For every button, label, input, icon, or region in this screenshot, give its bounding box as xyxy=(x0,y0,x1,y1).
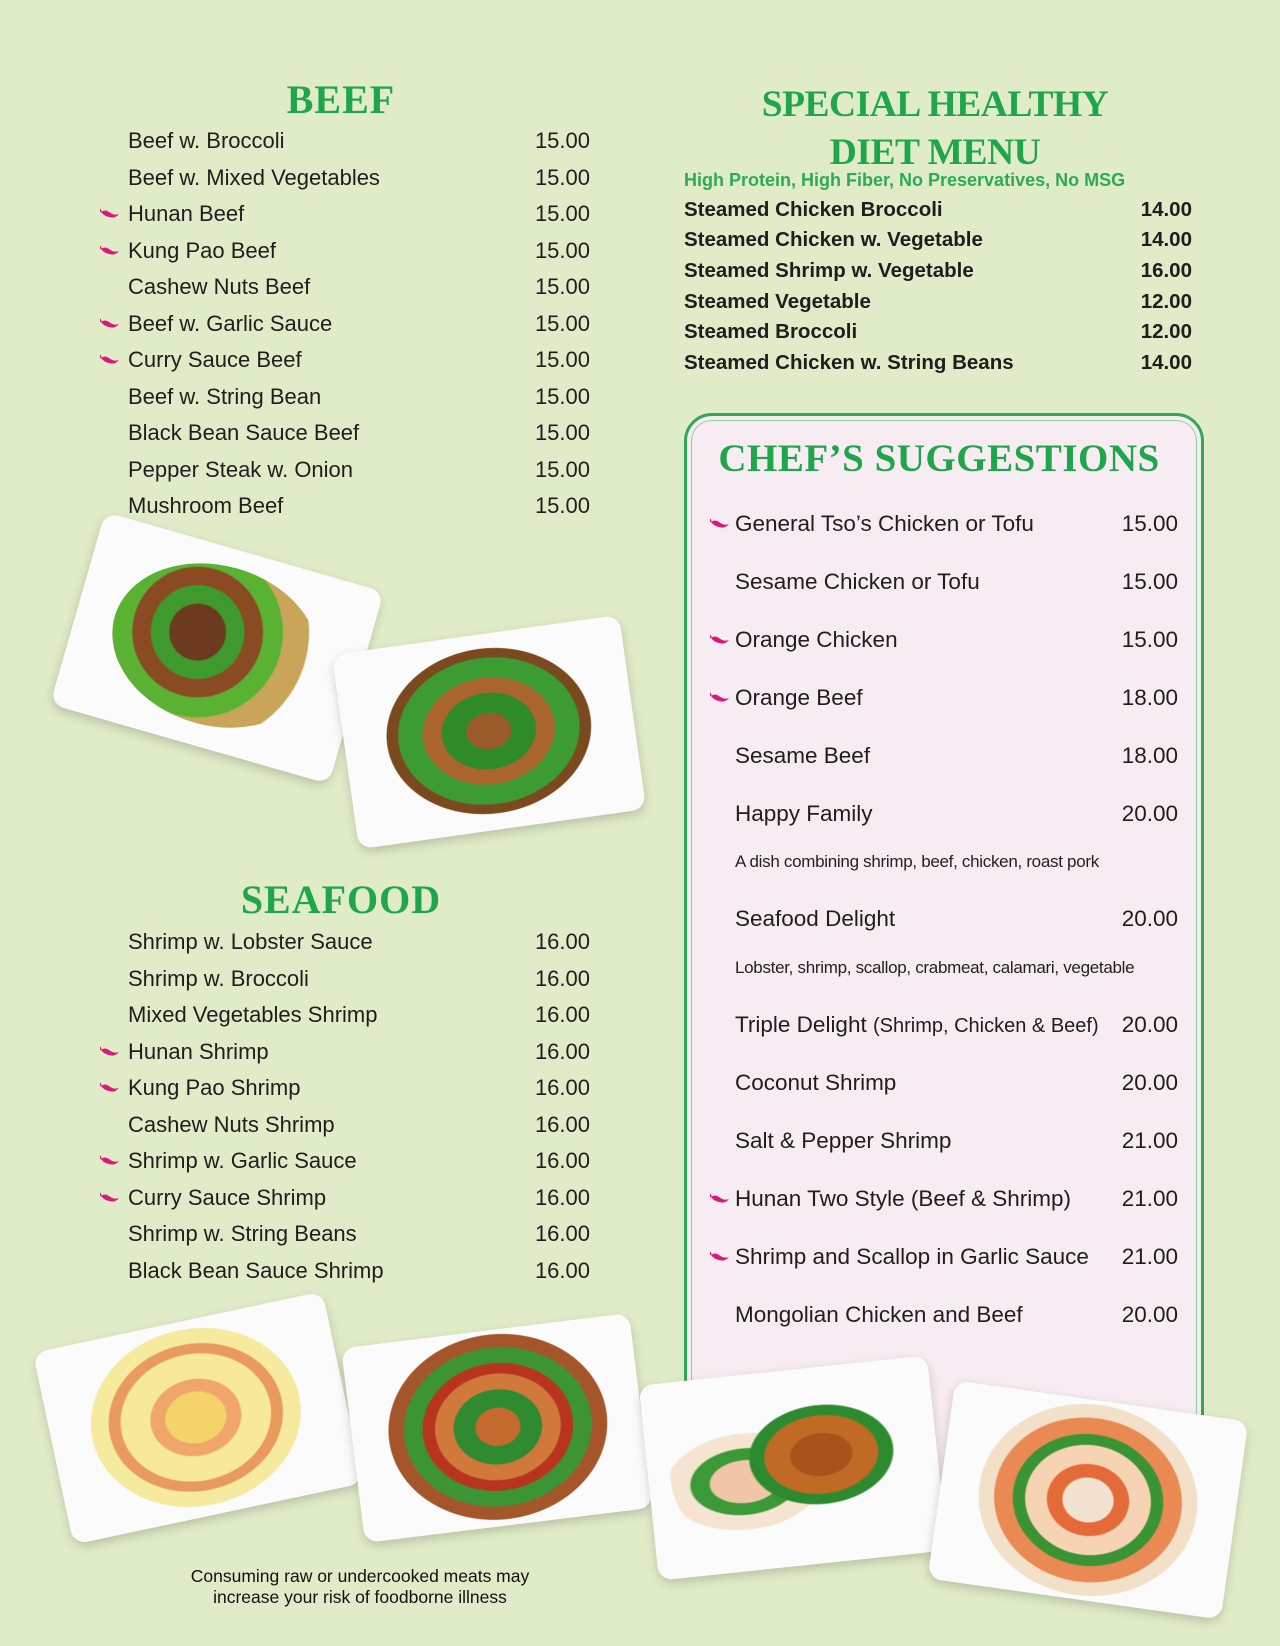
item-name: Black Bean Sauce Shrimp xyxy=(128,1257,384,1283)
item-name: Hunan Two Style (Beef & Shrimp) xyxy=(735,1186,1071,1211)
item-name: Steamed Shrimp w. Vegetable xyxy=(684,259,974,282)
food-image xyxy=(661,1360,926,1575)
healthy-title-line-1: SPECIAL HEALTHY xyxy=(761,84,1109,125)
chef-item xyxy=(700,736,1180,776)
item-name: Orange Beef xyxy=(735,685,863,710)
item-name: Steamed Broccoli xyxy=(684,320,858,343)
item-name: Beef w. Garlic Sauce xyxy=(128,310,333,336)
item-name: Shrimp and Scallop in Garlic Sauce xyxy=(735,1244,1089,1269)
item-name-extra: (Shrimp, Chicken & Beef) xyxy=(872,1015,1099,1037)
food-image xyxy=(966,1390,1211,1611)
chili-pepper-icon xyxy=(710,634,730,646)
item-name: Shrimp w. Garlic Sauce xyxy=(128,1148,357,1173)
beef-list xyxy=(96,123,596,525)
item-price: 16.00 xyxy=(534,965,590,991)
diet-item xyxy=(684,287,1192,317)
item-price: 18.00 xyxy=(1121,685,1178,710)
item-name: Beef w. String Bean xyxy=(128,383,322,409)
item-price: 15.00 xyxy=(534,237,590,263)
chili-pepper-icon xyxy=(100,208,120,220)
seafood-delight-photo xyxy=(928,1380,1249,1619)
chef-item xyxy=(700,1237,1180,1277)
menu-item xyxy=(96,452,596,489)
item-price: 21.00 xyxy=(1121,1186,1178,1211)
item-name: Pepper Steak w. Onion xyxy=(128,456,354,482)
item-name: Steamed Chicken w. String Beans xyxy=(684,351,1014,374)
item-name: Mixed Vegetables Shrimp xyxy=(128,1002,378,1027)
beef-pepper-steak-photo xyxy=(50,512,384,784)
item-price: 14.00 xyxy=(1140,228,1192,251)
item-price: 20.00 xyxy=(1121,1302,1178,1327)
item-price: 16.00 xyxy=(534,1038,590,1064)
item-price: 16.00 xyxy=(534,1002,590,1027)
chili-pepper-icon xyxy=(100,1155,120,1167)
chef-item xyxy=(700,1005,1180,1045)
chili-pepper-icon xyxy=(100,318,120,330)
chef-item xyxy=(700,1121,1180,1161)
item-name: Steamed Chicken w. Vegetable xyxy=(684,228,983,251)
chef-item-description: Lobster, shrimp, scallop, crabmeat, calamari, vegetable xyxy=(735,958,1135,977)
item-price: 15.00 xyxy=(534,347,590,372)
item-price: 12.00 xyxy=(1140,290,1192,313)
healthy-subtitle: High Protein, High Fiber, No Preservatives, No MSG xyxy=(684,170,1126,190)
menu-item xyxy=(96,1216,596,1253)
item-name: Coconut Shrimp xyxy=(735,1070,897,1095)
item-price: 16.00 xyxy=(534,1075,590,1100)
item-name: Shrimp w. String Beans xyxy=(128,1221,357,1246)
item-price: 14.00 xyxy=(1140,198,1192,221)
shrimp-mixed-vegetable-photo xyxy=(341,1313,653,1543)
item-name: Hunan Beef xyxy=(128,201,245,226)
item-name: Shrimp w. Broccoli xyxy=(128,965,309,991)
disclaimer-line-2: increase your risk of foodborne illness xyxy=(213,1587,507,1607)
menu-item xyxy=(96,160,596,197)
item-name: Orange Chicken xyxy=(735,627,898,652)
item-name: Steamed Chicken Broccoli xyxy=(684,198,943,221)
menu-item xyxy=(96,1180,596,1217)
item-price: 15.00 xyxy=(1121,569,1178,594)
item-price: 21.00 xyxy=(1121,1128,1178,1153)
shrimp-lobster-sauce-photo xyxy=(33,1291,363,1544)
item-name: Steamed Vegetable xyxy=(684,290,871,313)
menu-item xyxy=(96,961,596,998)
menu-item xyxy=(96,997,596,1034)
chef-title: CHEF’S SUGGESTIONS xyxy=(718,437,1160,480)
item-name: Beef w. Mixed Vegetables xyxy=(128,164,380,190)
chili-pepper-icon xyxy=(100,354,120,366)
item-name: Sesame Chicken or Tofu xyxy=(735,569,980,594)
item-name: Happy Family xyxy=(735,801,873,826)
chili-pepper-icon xyxy=(100,245,120,257)
menu-item xyxy=(96,379,596,416)
item-price: 15.00 xyxy=(534,383,590,409)
item-price: 15.00 xyxy=(534,274,590,299)
chef-item xyxy=(700,678,1180,718)
item-name: Curry Sauce Shrimp xyxy=(128,1184,327,1210)
menu-item xyxy=(96,233,596,270)
menu-item xyxy=(96,1143,596,1180)
chef-item xyxy=(700,1295,1180,1335)
menu-item xyxy=(96,488,596,525)
item-price: 15.00 xyxy=(534,310,590,336)
chili-pepper-icon xyxy=(710,1251,730,1263)
chef-item xyxy=(700,1063,1180,1103)
chef-item xyxy=(700,899,1180,939)
diet-item xyxy=(684,195,1192,225)
seafood-title: SEAFOOD xyxy=(240,877,442,922)
item-price: 21.00 xyxy=(1121,1244,1178,1269)
item-name: Mushroom Beef xyxy=(128,493,284,518)
item-name: Curry Sauce Beef xyxy=(128,347,302,372)
chef-item xyxy=(700,504,1180,544)
menu-item xyxy=(96,269,596,306)
chef-item xyxy=(700,562,1180,602)
menu-item xyxy=(96,1107,596,1144)
item-name: Cashew Nuts Beef xyxy=(128,274,311,299)
item-price: 16.00 xyxy=(534,929,590,954)
chef-item xyxy=(700,794,1180,834)
menu-item xyxy=(96,924,596,961)
food-image xyxy=(93,540,339,752)
item-price: 15.00 xyxy=(534,201,590,226)
food-image xyxy=(377,1321,618,1532)
item-name: Beef w. Broccoli xyxy=(128,128,285,153)
chili-pepper-icon xyxy=(710,692,730,704)
item-price: 15.00 xyxy=(1121,511,1178,536)
item-name: General Tso’s Chicken or Tofu xyxy=(735,511,1034,536)
beef-title: BEEF xyxy=(286,77,396,122)
diet-item xyxy=(684,256,1192,286)
orange-chicken-shrimp-photo xyxy=(639,1355,948,1580)
item-price: 16.00 xyxy=(534,1221,590,1246)
seafood-list xyxy=(96,924,596,1289)
item-price: 15.00 xyxy=(534,456,590,482)
item-price: 16.00 xyxy=(534,1184,590,1210)
menu-item xyxy=(96,123,596,160)
item-price: 14.00 xyxy=(1140,351,1192,374)
chef-item-description: A dish combining shrimp, beef, chicken, roast pork xyxy=(735,852,1099,871)
item-price: 15.00 xyxy=(534,493,590,518)
item-name: Black Bean Sauce Beef xyxy=(128,420,360,445)
item-name xyxy=(735,1005,1099,1046)
menu-item xyxy=(96,1253,596,1290)
item-name: Salt & Pepper Shrimp xyxy=(735,1128,952,1153)
menu-item xyxy=(96,342,596,379)
beef-string-bean-photo xyxy=(332,615,646,849)
item-name: Sesame Beef xyxy=(735,743,871,768)
item-name-main: Triple Delight xyxy=(735,1012,867,1037)
diet-item xyxy=(684,225,1192,255)
healthy-title-line-2: DIET MENU xyxy=(829,132,1041,173)
chili-pepper-icon xyxy=(100,1046,120,1058)
disclaimer-line-1: Consuming raw or undercooked meats may xyxy=(190,1566,530,1586)
item-name: Kung Pao Beef xyxy=(128,237,277,263)
item-price: 16.00 xyxy=(1140,259,1192,282)
item-price: 20.00 xyxy=(1121,1070,1178,1095)
item-price: 15.00 xyxy=(1121,627,1178,652)
chili-pepper-icon xyxy=(100,1192,120,1204)
chili-pepper-icon xyxy=(710,1193,730,1205)
item-price: 16.00 xyxy=(534,1148,590,1173)
diet-item xyxy=(684,317,1192,347)
item-name: Cashew Nuts Shrimp xyxy=(128,1111,335,1137)
item-price: 20.00 xyxy=(1121,906,1178,931)
item-name: Mongolian Chicken and Beef xyxy=(735,1302,1023,1327)
item-price: 16.00 xyxy=(534,1257,590,1283)
chili-pepper-icon xyxy=(710,518,730,530)
item-price: 15.00 xyxy=(534,420,590,445)
food-image xyxy=(74,1308,318,1526)
menu-item xyxy=(96,306,596,343)
item-name: Kung Pao Shrimp xyxy=(128,1075,301,1100)
item-price: 12.00 xyxy=(1140,320,1192,343)
item-price: 15.00 xyxy=(534,164,590,190)
menu-item xyxy=(96,415,596,452)
chili-pepper-icon xyxy=(100,1082,120,1094)
item-price: 18.00 xyxy=(1121,743,1178,768)
foodborne-illness-disclaimer xyxy=(120,1566,600,1608)
chef-item xyxy=(700,620,1180,660)
menu-item xyxy=(96,196,596,233)
food-image xyxy=(375,634,602,827)
item-price: 20.00 xyxy=(1121,1012,1178,1037)
item-price: 16.00 xyxy=(534,1111,590,1137)
item-price: 15.00 xyxy=(534,128,590,153)
diet-item xyxy=(684,348,1192,378)
menu-item xyxy=(96,1070,596,1107)
item-price: 20.00 xyxy=(1121,801,1178,826)
chef-item xyxy=(700,1179,1180,1219)
item-name: Seafood Delight xyxy=(735,906,896,931)
item-name: Shrimp w. Lobster Sauce xyxy=(128,929,373,954)
menu-item xyxy=(96,1034,596,1071)
item-name: Hunan Shrimp xyxy=(128,1038,269,1064)
